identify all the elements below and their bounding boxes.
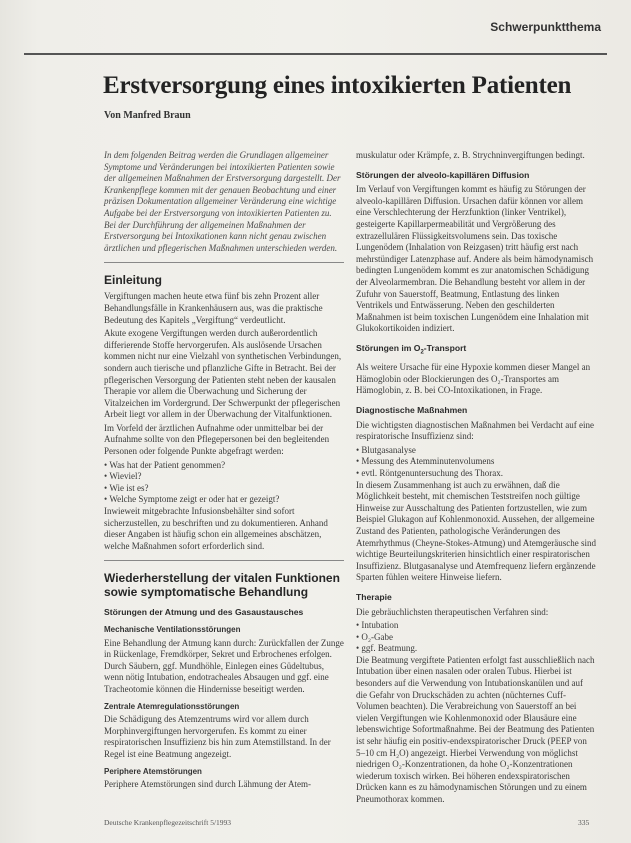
list-item: • Intubation — [356, 620, 596, 632]
heading-central: Zentrale Atemregulationsstörungen — [104, 701, 240, 711]
list-item: • Blutgasanalyse — [356, 445, 596, 457]
section-tag: Schwerpunktthema — [490, 20, 601, 34]
heading-einleitung: Einleitung — [104, 273, 162, 288]
author-byline: Von Manfred Braun — [104, 110, 191, 121]
paragraph: muskulatur oder Krämpfe, z. B. Strychninvergiftungen bedingt. — [356, 150, 585, 160]
paragraph: Akute exogene Vergiftungen werden durch außerordentlich differierende Stoffe hervorgerufen. Als auslösende Ursachen kommen nicht nur eine Vielzahl von synthetischen Verbindungen, sondern auch tierische und pflanzliche Gifte in Betracht. Bei der pflegerischen Versorgung der Patienten steht neben der kausalen Therapie vor allem die Überwachung und Sicherung der Vitalzeichen im Vordergrund. Der Schwerpunkt der pflegerischen Arbeit liegt vor allem in der Überwachung der Vitalfunktionen. — [104, 328, 342, 420]
heading-peripheral: Periphere Atemstörungen — [104, 766, 202, 776]
left-column — [104, 150, 344, 793]
section-divider — [104, 560, 344, 561]
paragraph: Im Verlauf von Vergiftungen kommt es häufig zu Störungen der alveolo-kapillären Diffusion. Ursachen dafür können vor allem eine Verschlechterung der Herzfunktion (linker Ventrikel), gesteigerte Kapillarpermeabilität und Vergrößerung des extrazellulären Flüssigkeitsvolumens sein. Das toxische Lungenödem (Inhalation von Reizgasen) tritt häufig erst nach mehrstündiger Latenzphase auf. Andere als beim hämodynamisch bedingten Lungenödem kommt es zur anatomischen Schädigung der Alveolarmembran. Die Behandlung besteht vor allem in der Zufuhr von Sauerstoff, Beatmung, Entlastung des linken Ventrikels und Entwässerung. Neben den geschilderten Maßnahmen ist beim toxischen Lungenödem eine Inhalation mit Glukokortikoiden indiziert. — [356, 184, 594, 334]
paragraph: Als weitere Ursache für eine Hypoxie kommen dieser Mangel an Hämoglobin oder Blockierungen des O₂-Transportes am Hämoglobin, z. B. bei CO-Intoxikationen, in Frage. — [356, 362, 591, 396]
header-rule — [24, 53, 607, 55]
question-list — [104, 460, 344, 506]
heading-atmung: Störungen der Atmung und des Gasaustausches — [104, 607, 304, 618]
list-item: • ggf. Beatmung. — [356, 643, 596, 655]
heading-mechanical: Mechanische Ventilationsstörungen — [104, 625, 241, 634]
list-item: • Wie ist es? — [104, 483, 344, 495]
list-item: • Messung des Atemminutenvolumens — [356, 456, 596, 468]
list-item: • O₂-Gabe — [356, 632, 596, 644]
therapy-list — [356, 620, 596, 655]
diagnostics-list — [356, 445, 596, 480]
paragraph: Im Vorfeld der ärztlichen Aufnahme oder unmittelbar bei der Aufnahme sollte von den Pflegepersonen bei den begleitenden Personen oder folgende Punkte abgefragt werden: — [104, 422, 330, 457]
paragraph: In diesem Zusammenhang ist auch zu erwähnen, daß die Möglichkeit besteht, mit chemischen Teststreifen noch gültige Hinweise zur Ausschaltung des Patienten fortzustellen, wie zum Beispiel Glukagon auf Kohlenmonoxid. Aussehen, der allgemeine Zustand des Patienten, pathologische Veränderungen des Atemrhythmus (Cheyne-Stokes-Atmung) und Atemgeräusche sind wichtige Beurteilungskriterien hinsichtlich einer respiratorischen Insuffizienz. Blutgasanalyse und Atemfrequenz liefern ergänzende Sparten fühlen weitere Hinweise liefern. — [356, 479, 596, 583]
paragraph: Inwieweit mitgebrachte Infusionsbehälter sind sofort sicherzustellen, zu beschriften und zu dokumentieren. Anhand dieser Angaben ist häufig schon ein allgemeines abschätzen, welche Maßnahmen sofort erforderlich sind. — [104, 506, 328, 551]
page-number: 335 — [578, 818, 590, 827]
right-column — [356, 150, 596, 808]
article-title: Erstversorgung eines intoxikierten Patienten — [103, 72, 572, 99]
heading-o2-transport: Störungen im $O_2$-Transport — [356, 342, 467, 356]
paragraph: Die Beatmung vergiftete Patienten erfolgt fast ausschließlich nach Intubation über einen nasalen oder oralen Tubus. Hierbei ist besonders auf die Verwendung von Intubationskanülen und auf die Gefahr von Druckschäden zu achten (nüchternes Cuff-Volumen beachten). Die Verabreichung von Sauerstoff an bei vielen Vergiftungen wie Kohlenmonoxid oder Blausäure eine lebenswichtige Sofortmaßnahme. Bei der Beatmung des Patienten ist sehr häufig ein positiv-endexspiratorischer Druck (PEEP von 5–10 cm H₂O) angezeigt. Hierbei Verwendung von möglichst niedrigen O₂-Konzentrationen, da hohe O₂-Konzentrationen wiederum toxisch wirken. Bei höheren endexspiratorischen Drücken kann es zu hämodynamischen Störungen und zu einem Pneumothorax kommen. — [356, 654, 595, 804]
heading-vital-functions: Wiederherstellung der vitalen Funktionen sowie symptomatische Behandlung — [104, 571, 340, 600]
footer-journal: Deutsche Krankenpflegezeitschrift 5/1993 — [104, 818, 232, 827]
list-item: • Wieviel? — [104, 471, 344, 483]
list-item: • Was hat der Patient genommen? — [104, 460, 344, 472]
heading-diagnostics: Diagnostische Maßnahmen — [356, 405, 468, 415]
list-item: • evtl. Röntgenuntersuchung des Thorax. — [356, 468, 596, 480]
heading-therapy: Therapie — [356, 591, 392, 602]
abstract: In dem folgenden Beitrag werden die Grundlagen allgemeiner Symptome und Veränderungen bei intoxikierten Patienten sowie der allgemeinen Maßnahmen der Erstversorgung dargestellt. Der Krankenpflege kommen mit der genauen Beobachtung und einer präzisen Dokumentation allgemeiner Veränderung eine wichtige Aufgabe bei der Erstversorgung von intoxikierten Patienten zu. Bei der Durchführung der allgemeinen Maßnahmen der Erstversorgung bei Intoxikationen kann nicht genau zwischen ärztlichen und pflegerischen Maßnahmen unterschieden werden. — [104, 150, 341, 253]
paragraph: Vergiftungen machen heute etwa fünf bis zehn Prozent aller Behandlungsfälle in Krankenhäusern aus, was die praktische Bedeutung des Kapitels „Vergiftung“ verdeutlicht. — [104, 291, 323, 325]
paragraph: Die wichtigsten diagnostischen Maßnahmen bei Verdacht auf eine respiratorische Insuffizienz sind: — [356, 419, 595, 442]
paragraph: Die Schädigung des Atemzentrums wird vor allem durch Morphinvergiftungen hervorgerufen. Es kommt zu einer respiratorischen Insuffizienz bis hin zum Atemstillstand. In der Regel ist eine Beatmung angezeigt. — [104, 714, 331, 759]
paragraph: Die gebräuchlichsten therapeutischen Verfahren sind: — [356, 606, 549, 617]
heading-alveolo: Störungen der alveolo-kapillären Diffusion — [356, 169, 530, 180]
paragraph: Periphere Atemstörungen sind durch Lähmung der Atem- — [104, 779, 311, 790]
paragraph: Eine Behandlung der Atmung kann durch: Zurückfallen der Zunge in Rückenlage, Fremdkörper, Sekret und Erbrochenes erfolgen. Durch Säubern, ggf. Mundhöhle, Einlegen eines Güdeltubus, wenn nötig Intubation, endotracheales Absaugen und ggf. eine Tracheotomie können die Hindernisse beseitigt werden. — [104, 637, 344, 694]
list-item: • Welche Symptome zeigt er oder hat er gezeigt? — [104, 494, 344, 506]
section-divider — [104, 262, 344, 263]
